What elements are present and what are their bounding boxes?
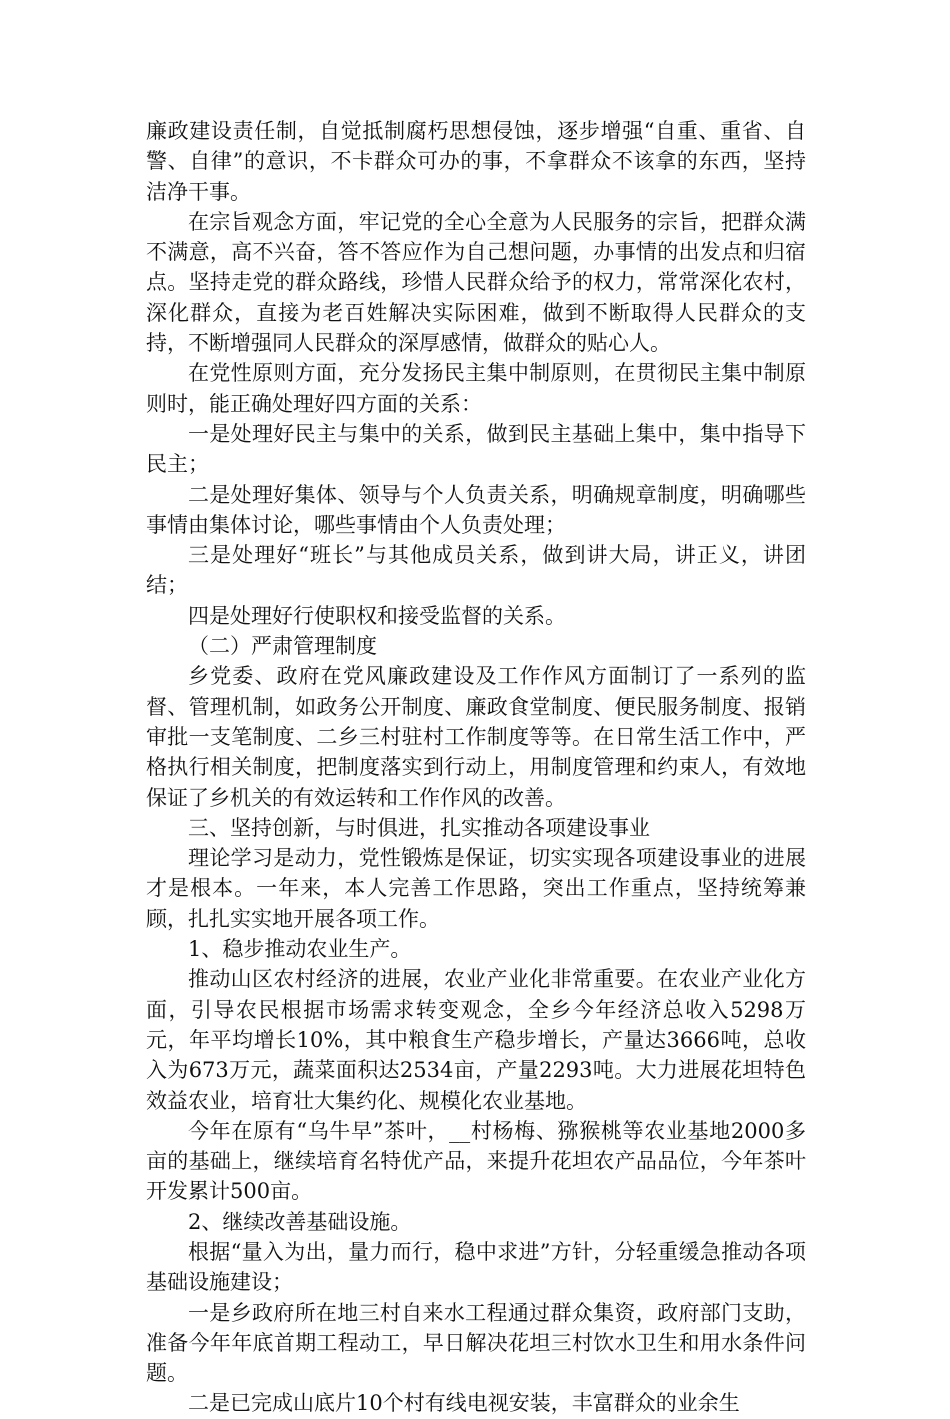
paragraph-3: 在党性原则方面，充分发扬民主集中制原则，在贯彻民主集中制原则时，能正确处理好四方面的关系： — [146, 361, 806, 416]
paragraph-6: 三是处理好“班长”与其他成员关系，做到讲大局，讲正义，讲团结； — [146, 543, 806, 598]
paragraph-9: 乡党委、政府在党风廉政建设及工作作风方面制订了一系列的监督、管理机制，如政务公开制度、廉政食堂制度、便民服务制度、报销审批一支笔制度、二乡三村驻村工作制度等等。在日常生活工作中，严格执行相关制度，把制度落实到行动上，用制度管理和约束人，有效地保证了乡机关的有效运转和工作作风的改善。 — [146, 664, 806, 810]
document-body — [146, 116, 806, 1419]
paragraph-16: 根据“量入为出，量力而行，稳中求进”方针，分轻重缓急推动各项基础设施建设； — [146, 1239, 806, 1295]
paragraph-1: 廉政建设责任制，自觉抵制腐朽思想侵蚀，逐步增强“自重、重省、自警、自律”的意识，不卡群众可办的事，不拿群众不该拿的东西，坚持洁净干事。 — [146, 119, 806, 204]
paragraph-2: 在宗旨观念方面，牢记党的全心全意为人民服务的宗旨，把群众满不满意，高不兴奋，答不答应作为自己想问题，办事情的出发点和归宿点。坚持走党的群众路线，珍惜人民群众给予的权力，常常深化农村，深化群众，直接为老百姓解决实际困难，做到不断取得人民群众的支持，不断增强同人民群众的深厚感情，做群众的贴心人。 — [146, 209, 806, 356]
subheading-1: 1、稳步推动农业生产。 — [188, 937, 412, 962]
section-heading-3: 三、坚持创新，与时俱进，扎实推动各项建设事业 — [188, 815, 650, 840]
paragraph-7: 四是处理好行使职权和接受监督的关系。 — [188, 603, 566, 628]
paragraph-13: 推动山区农村经济的进展，农业产业化非常重要。在农业产业化方面，引导农民根据市场需求转变观念，全乡今年经济总收入5298万元，年平均增长10%，其中粮食生产稳步增长，产量达3666吨，总收入为673万元，蔬菜面积达2534亩，产量2293吨。大力进展花坦特色效益农业，培育壮大集约化、规模化农业基地。 — [146, 967, 806, 1113]
section-heading-2: （二）严肃管理制度 — [188, 634, 377, 659]
paragraph-17: 一是乡政府所在地三村自来水工程通过群众集资，政府部门支助，准备今年年底首期工程动工，早日解决花坦三村饮水卫生和用水条件问题。 — [146, 1300, 806, 1386]
paragraph-5: 二是处理好集体、领导与个人负责关系，明确规章制度，明确哪些事情由集体讨论，哪些事情由个人负责处理； — [146, 482, 806, 537]
subheading-2: 2、继续改善基础设施。 — [188, 1209, 412, 1234]
paragraph-18: 二是已完成山底片10个村有线电视安装，丰富群众的业余生 — [188, 1391, 740, 1416]
paragraph-11: 理论学习是动力，党性锻炼是保证，切实实现各项建设事业的进展才是根本。一年来，本人完善工作思路，突出工作重点，坚持统筹兼顾，扎扎实实地开展各项工作。 — [146, 846, 806, 931]
paragraph-14: 今年在原有“乌牛早”茶叶，__村杨梅、猕猴桃等农业基地2000多亩的基础上，继续培育名特优产品，来提升花坦农产品品位，今年茶叶开发累计500亩。 — [146, 1118, 806, 1204]
paragraph-4: 一是处理好民主与集中的关系，做到民主基础上集中，集中指导下民主； — [146, 421, 806, 477]
